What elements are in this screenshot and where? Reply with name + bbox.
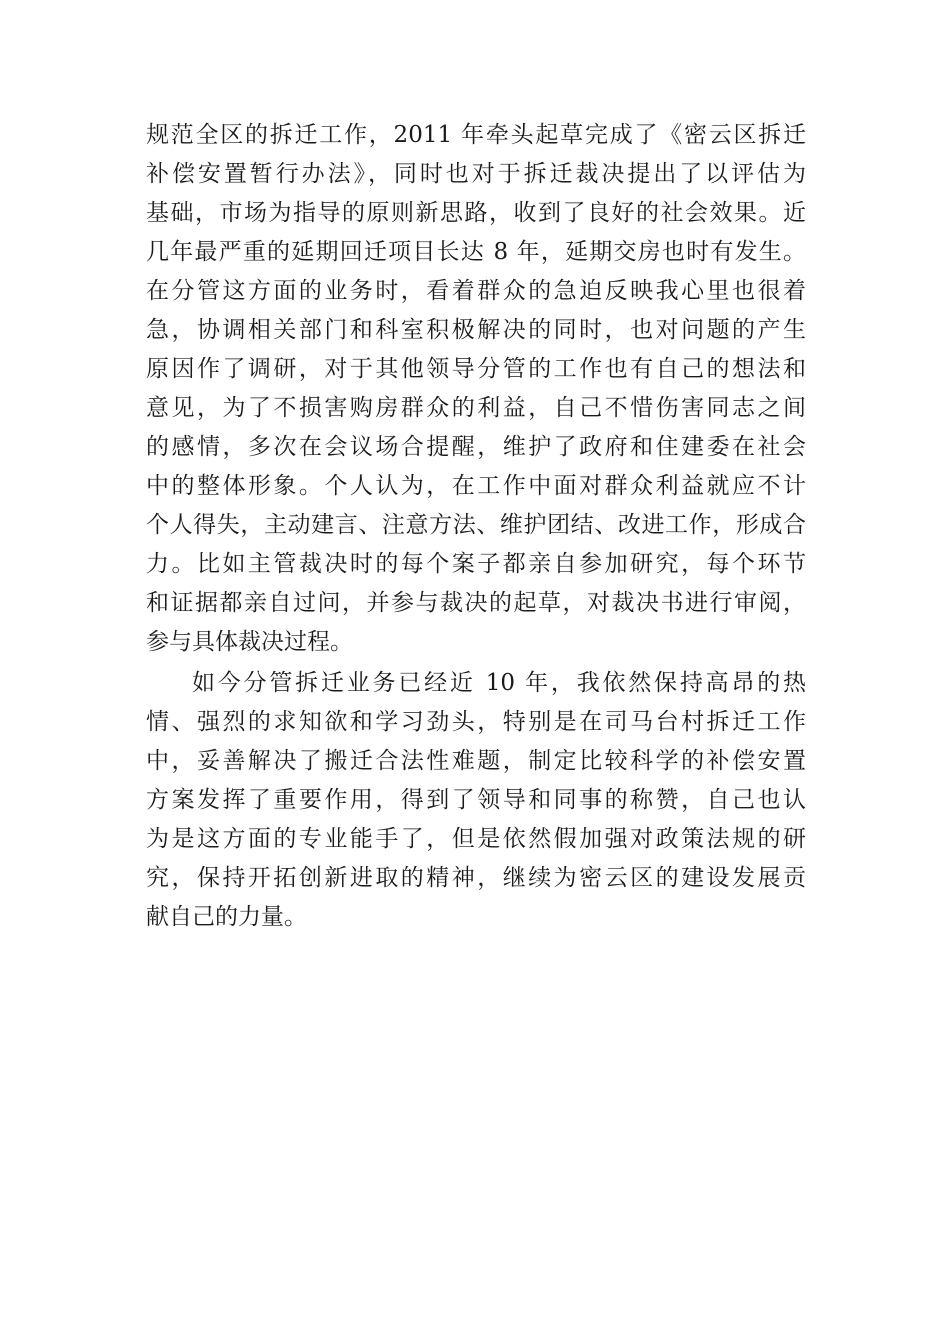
paragraph-line: 方案发挥了重要作用，得到了领导和同事的称赞，自己也认 <box>146 787 806 813</box>
paragraph-line: 如今分管拆迁业务已经近 10 年，我依然保持高昂的热 <box>192 670 806 696</box>
paragraph-line: 力。比如主管裁决时的每个案子都亲自参加研究，每个环节 <box>146 551 806 577</box>
paragraph-line: 究，保持开拓创新进取的精神，继续为密云区的建设发展贡 <box>146 865 806 891</box>
paragraph-line: 和证据都亲自过问，并参与裁决的起草，对裁决书进行审阅， <box>146 590 806 616</box>
paragraph-line: 个人得失，主动建言、注意方法、维护团结、改进工作，形成合 <box>146 512 806 538</box>
paragraph-line: 意见，为了不损害购房群众的利益，自己不惜伤害同志之间 <box>146 395 806 421</box>
paragraph-line: 几年最严重的延期回迁项目长达 8 年，延期交房也时有发生。 <box>146 239 806 265</box>
paragraph-2 <box>146 664 806 937</box>
paragraph-line: 的感情，多次在会议场合提醒，维护了政府和住建委在社会 <box>146 434 806 460</box>
paragraph-line: 情、强烈的求知欲和学习劲头，特别是在司马台村拆迁工作 <box>146 709 806 735</box>
paragraph-line: 献自己的力量。 <box>146 904 307 930</box>
paragraph-line: 中，妥善解决了搬迁合法性难题，制定比较科学的补偿安置 <box>146 748 806 774</box>
paragraph-line: 在分管这方面的业务时，看着群众的急迫反映我心里也很着 <box>146 278 806 304</box>
paragraph-line: 补偿安置暂行办法》，同时也对于拆迁裁决提出了以评估为 <box>146 161 806 187</box>
document-body <box>146 116 806 937</box>
paragraph-1 <box>146 116 806 662</box>
paragraph-line: 规范全区的拆迁工作，2011 年牵头起草完成了《密云区拆迁 <box>146 122 806 148</box>
paragraph-line: 中的整体形象。个人认为，在工作中面对群众利益就应不计 <box>146 473 806 499</box>
paragraph-line: 为是这方面的专业能手了，但是依然假加强对政策法规的研 <box>146 826 806 852</box>
paragraph-line: 参与具体裁决过程。 <box>146 629 353 655</box>
paragraph-line: 急，协调相关部门和科室积极解决的同时，也对问题的产生 <box>146 317 806 343</box>
paragraph-line: 原因作了调研，对于其他领导分管的工作也有自己的想法和 <box>146 356 806 382</box>
paragraph-line: 基础，市场为指导的原则新思路，收到了良好的社会效果。近 <box>146 200 806 226</box>
